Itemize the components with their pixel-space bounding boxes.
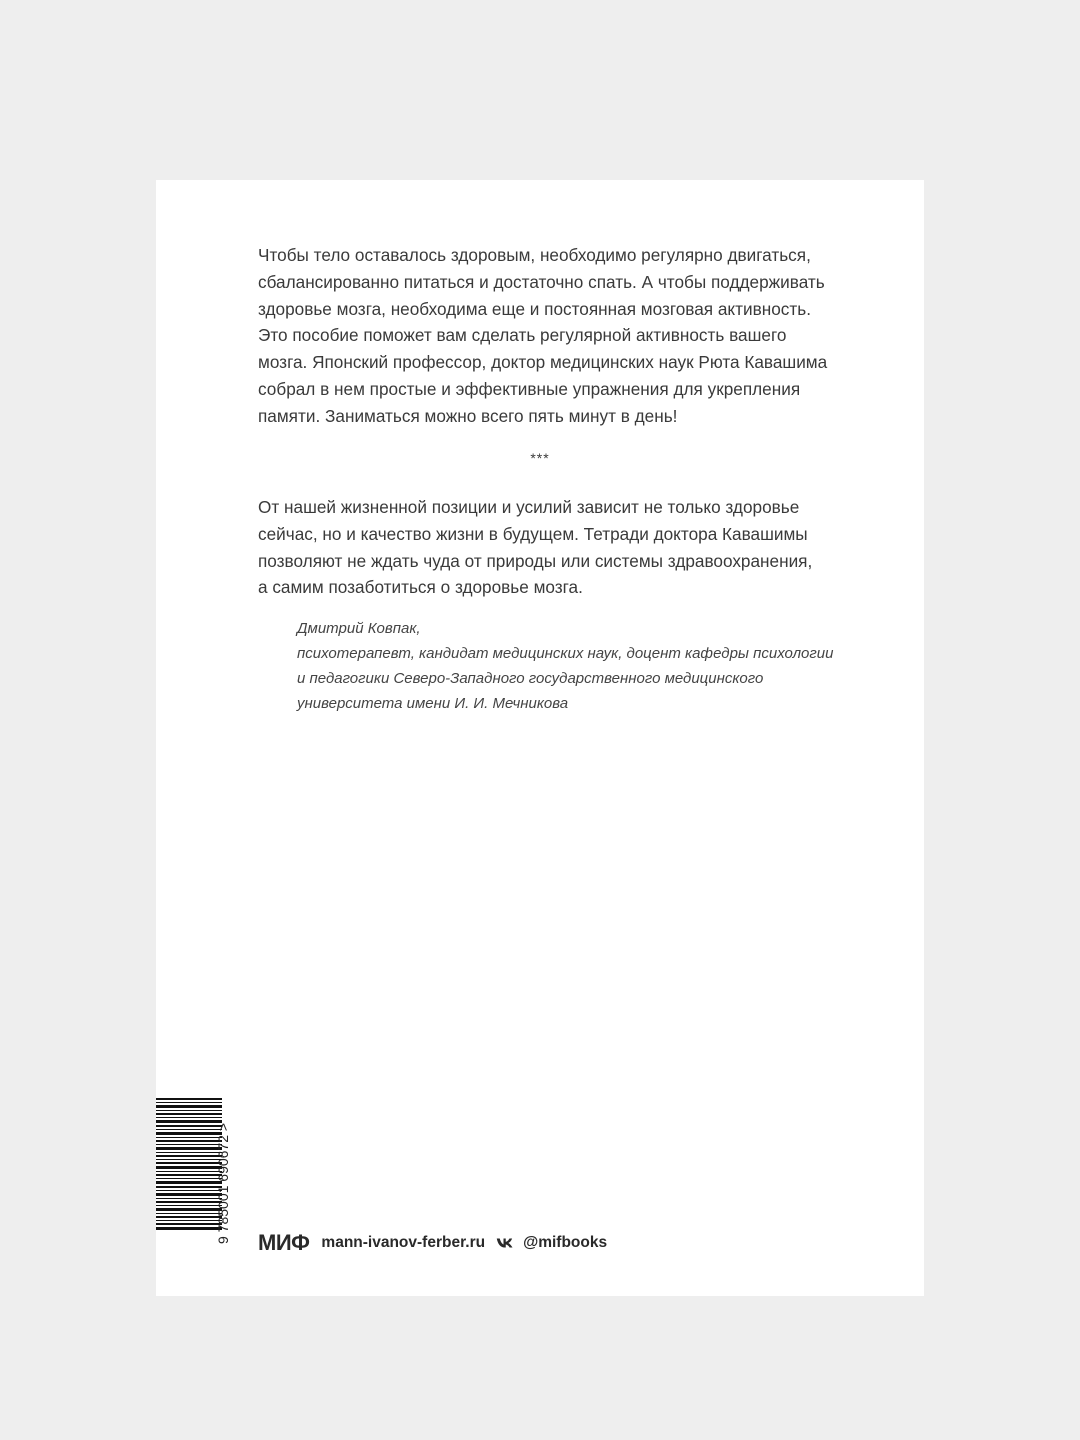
attribution-line: университета имени И. И. Мечникова — [297, 695, 569, 712]
attribution-name: Дмитрий Ковпак, — [297, 620, 421, 637]
barcode-digits — [214, 1098, 232, 1244]
quote-attribution — [297, 616, 857, 716]
publisher-logo: МИФ — [258, 1230, 310, 1255]
website-link[interactable]: mann-ivanov-ferber.ru — [321, 1234, 486, 1251]
barcode-number: 9 785001 690672 > — [215, 1122, 231, 1244]
barcode — [156, 1098, 222, 1230]
publisher-footer — [258, 1228, 607, 1258]
section-separator: *** — [530, 450, 550, 466]
text-line: позволяют не ждать чуда от природы или системы здравоохранения, — [258, 550, 813, 571]
book-back-cover — [156, 180, 924, 1296]
text-line: сейчас, но и качество жизни в будущем. Тетради доктора Кавашимы — [258, 523, 808, 544]
attribution-line: психотерапевт, кандидат медицинских наук, доцент кафедры психологии — [297, 645, 834, 662]
text-line: Чтобы тело оставалось здоровым, необходимо регулярно двигаться, — [258, 245, 811, 265]
text-line: памяти. Заниматься можно всего пять минут в день! — [258, 405, 678, 426]
text-line: сбалансированно питаться и достаточно спать. А чтобы поддерживать — [258, 271, 825, 292]
text-line: здоровье мозга, необходима еще и постоянная мозговая активность. — [258, 298, 811, 319]
text-line: а самим позаботиться о здоровье мозга. — [258, 577, 583, 598]
attribution-line: и педагогики Северо-Западного государственного медицинского — [297, 670, 764, 687]
description-paragraph — [258, 242, 838, 430]
text-line: От нашей жизненной позиции и усилий зависит не только здоровье — [258, 497, 800, 517]
text-line: Это пособие поможет вам сделать регулярной активность вашего — [258, 325, 787, 346]
vk-icon — [496, 1237, 514, 1249]
text-line: собрал в нем простые и эффективные упражнения для укрепления — [258, 378, 801, 399]
text-line: мозга. Японский профессор, доктор медицинских наук Рюта Кавашима — [258, 352, 828, 373]
social-handle[interactable]: @mifbooks — [523, 1234, 608, 1251]
quote-paragraph — [258, 494, 838, 601]
